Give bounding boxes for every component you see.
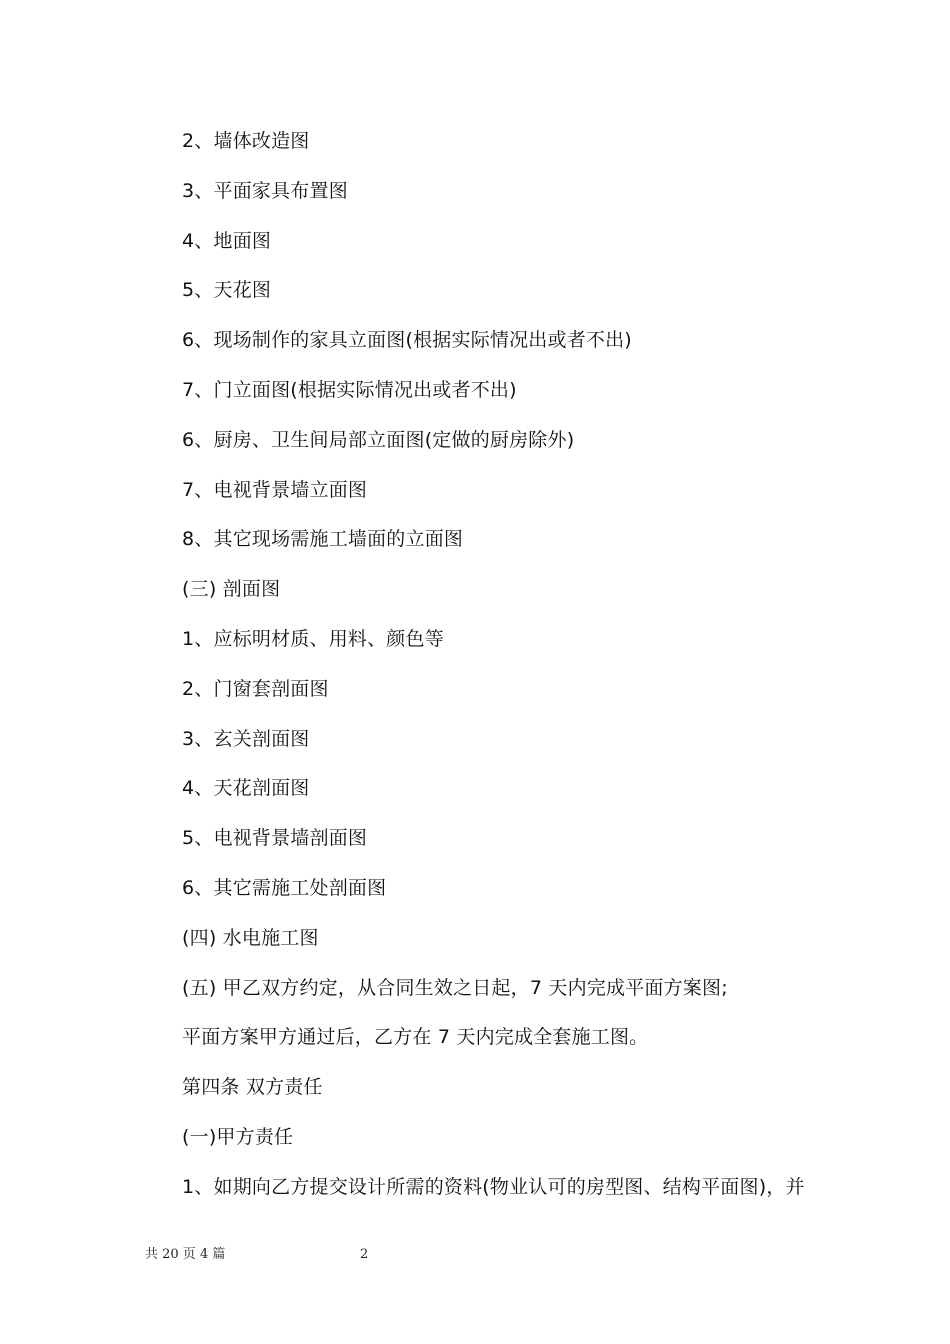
text-line: 6、厨房、卫生间局部立面图(定做的厨房除外): [182, 428, 575, 451]
text-line: 3、平面家具布置图: [182, 179, 348, 202]
text-line: 4、天花剖面图: [182, 777, 310, 800]
text-line: 2、门窗套剖面图: [182, 677, 329, 700]
text-line: 2、墙体改造图: [182, 130, 310, 152]
section-heading: (一)甲方责任: [182, 1125, 294, 1148]
section-heading: (三) 剖面图: [182, 578, 281, 601]
footer-page-count: 共 20 页 4 篇: [145, 1247, 226, 1262]
text-line: 5、天花图: [182, 279, 272, 302]
text-line: 4、地面图: [182, 229, 272, 252]
text-line: 3、玄关剖面图: [182, 727, 310, 750]
article-heading: 第四条 双方责任: [182, 1076, 323, 1099]
text-line: 8、其它现场需施工墙面的立面图: [182, 528, 464, 551]
text-line: 5、电视背景墙剖面图: [182, 827, 368, 850]
text-line: 6、现场制作的家具立面图(根据实际情况出或者不出): [182, 329, 632, 352]
document-body: [182, 124, 882, 1220]
section-heading: (五) 甲乙双方约定，从合同生效之日起，7 天内完成平面方案图;: [182, 976, 728, 999]
text-line: 7、电视背景墙立面图: [182, 478, 368, 501]
text-line: 平面方案甲方通过后，乙方在 7 天内完成全套施工图。: [182, 1026, 649, 1049]
text-line: 6、其它需施工处剖面图: [182, 876, 387, 899]
text-line: 7、门立面图(根据实际情况出或者不出): [182, 378, 517, 401]
text-line: 1、应标明材质、用料、颜色等: [182, 627, 444, 650]
footer-page-number: 2: [360, 1247, 369, 1262]
text-line: 1、如期向乙方提交设计所需的资料(物业认可的房型图、结构平面图)，并: [182, 1175, 805, 1198]
section-heading: (四) 水电施工图: [182, 926, 319, 949]
